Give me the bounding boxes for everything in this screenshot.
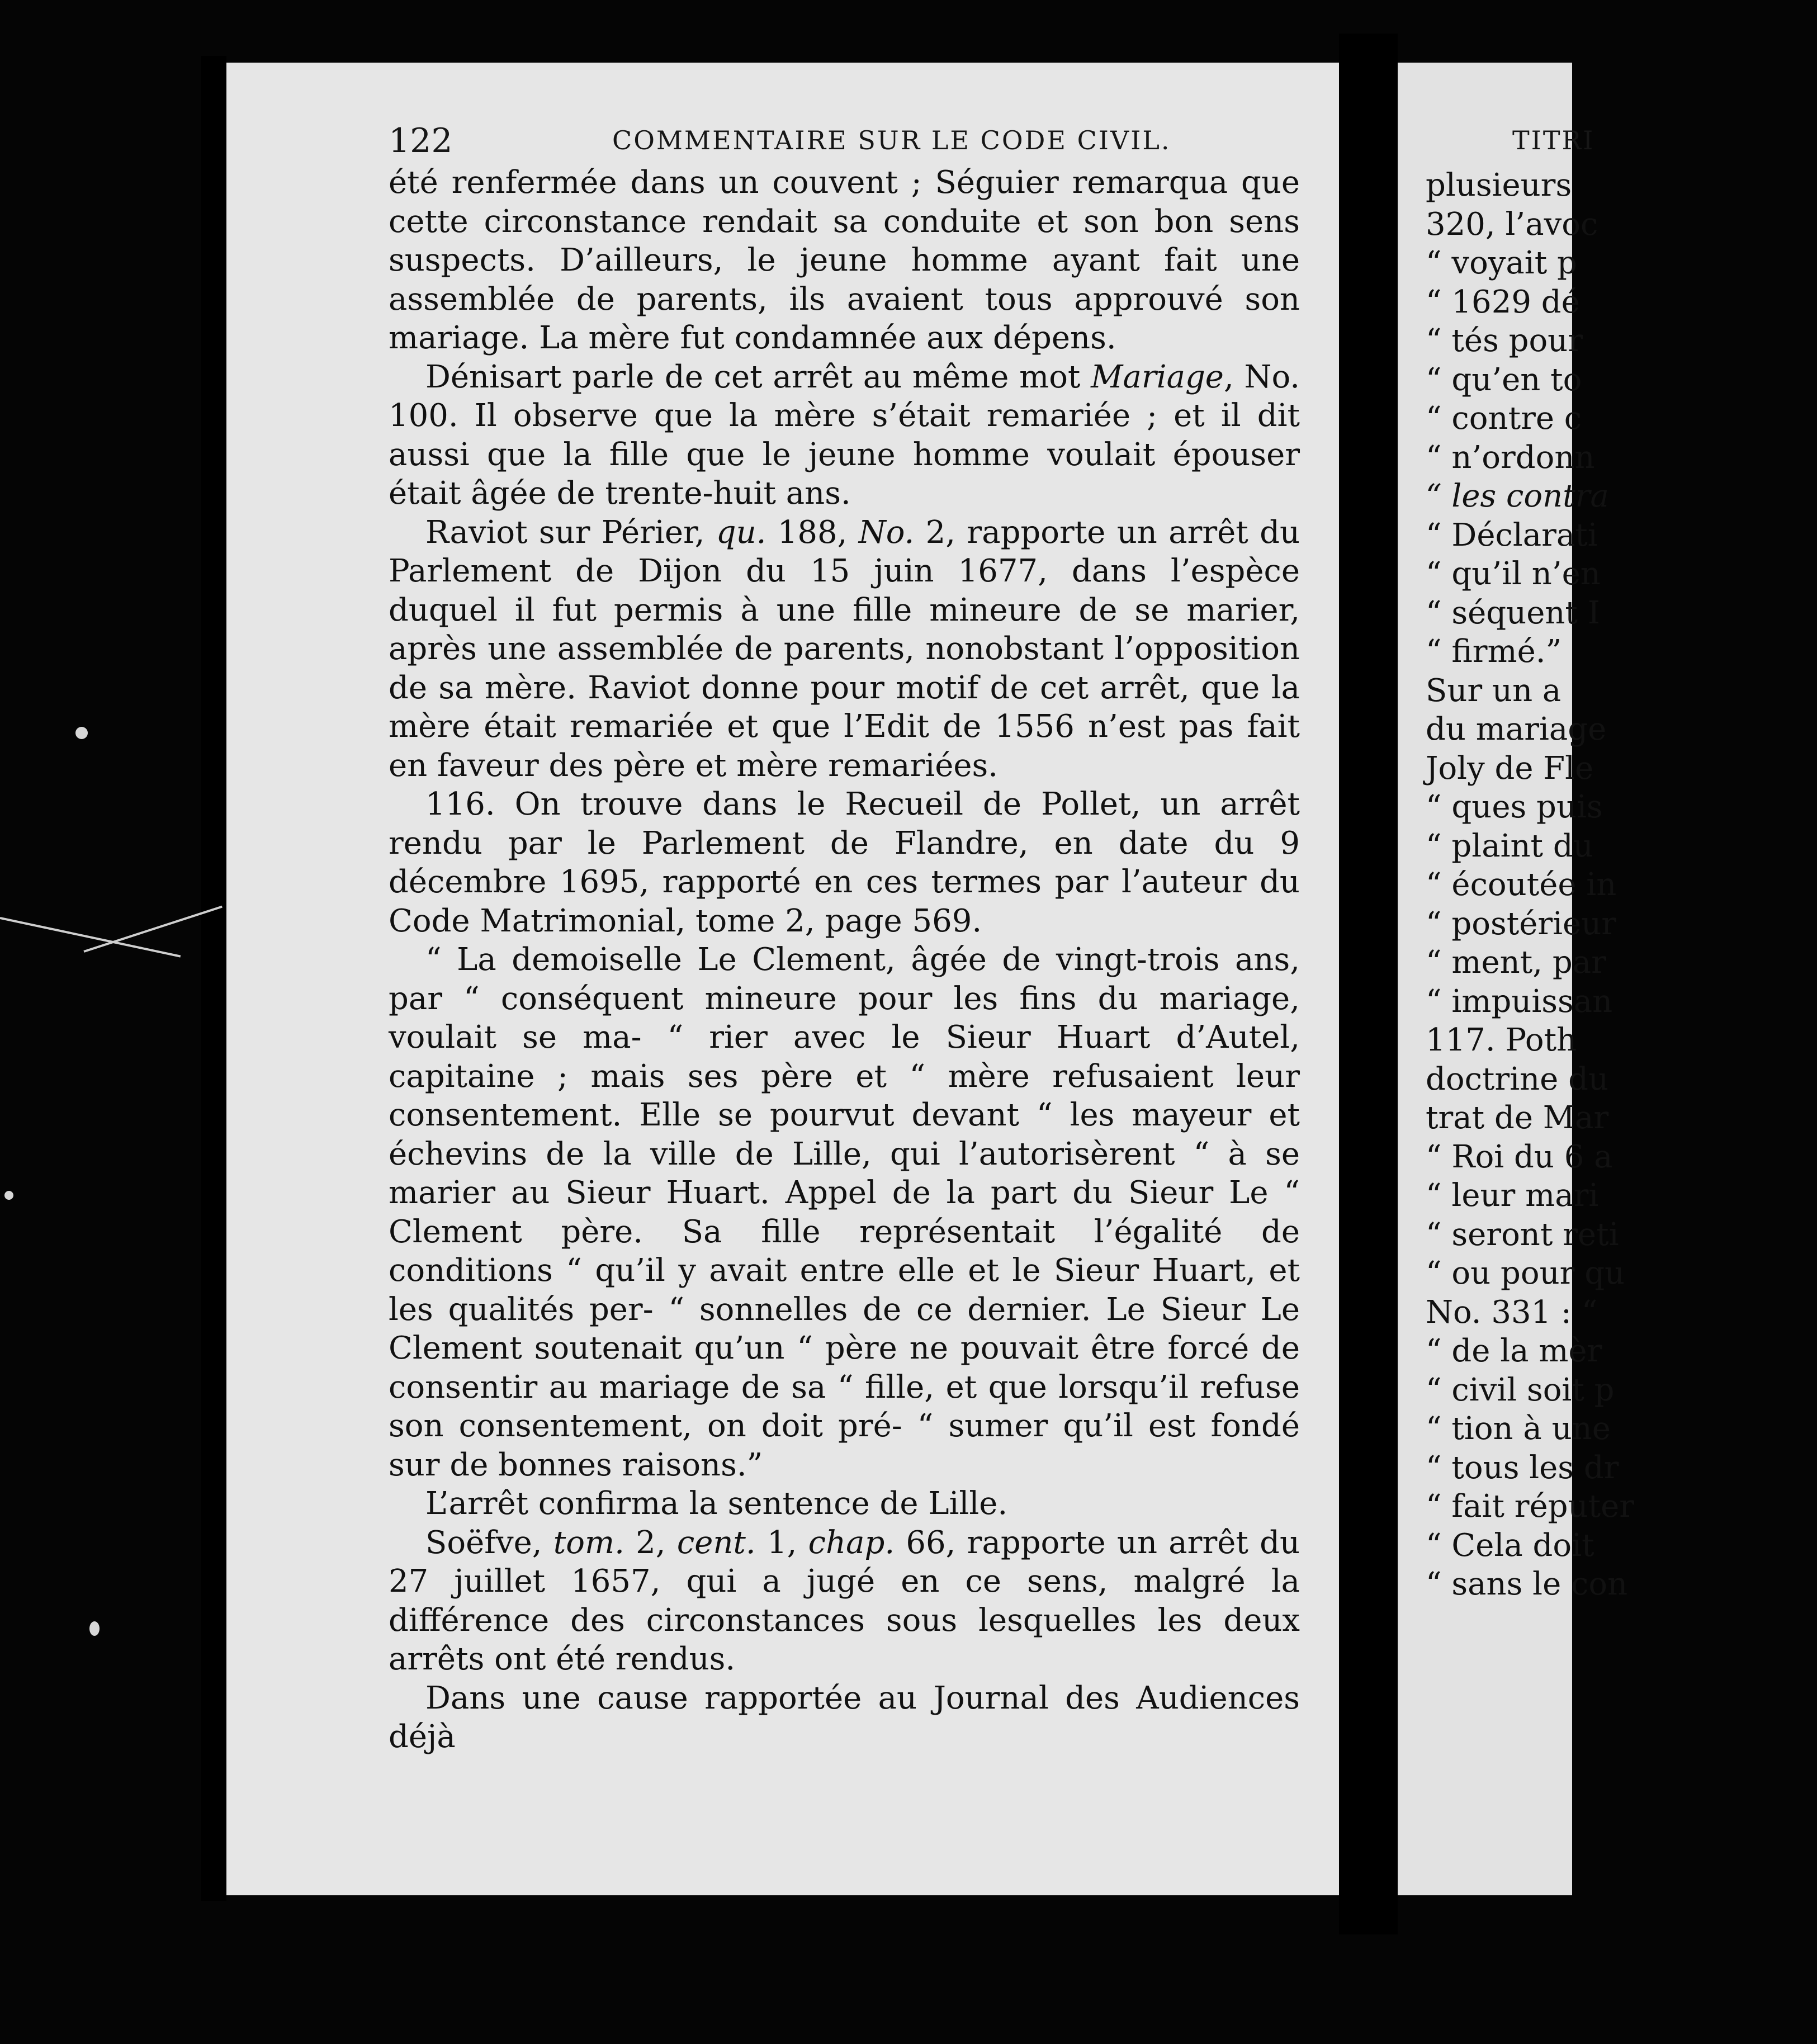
text-line: “ civil soit p — [1426, 1371, 1615, 1408]
left-binding-edge — [201, 56, 226, 1901]
page-body — [1426, 166, 1817, 1604]
running-title: TITRI — [1512, 125, 1595, 155]
text-line: “ firmé.” — [1426, 633, 1562, 670]
text-line: plusieurs — [1426, 167, 1572, 204]
text-line: “ ques puis — [1426, 789, 1603, 825]
text-line: “ tion à une — [1426, 1411, 1611, 1447]
text-line: “ fait réputer — [1426, 1488, 1634, 1525]
center-gutter — [1339, 34, 1398, 1934]
dust-speck — [75, 727, 88, 739]
text-line: “ ment, par — [1426, 944, 1606, 981]
text-line: du mariage — [1426, 711, 1607, 747]
text-line: “ contre c — [1426, 400, 1582, 437]
text-line: “ écoutée in — [1426, 867, 1617, 903]
text-line: trat de Mar — [1426, 1100, 1609, 1136]
paragraph: Soëfve, tom. 2, cent. 1, chap. 66, rapporte un arrêt du 27 juillet 1657, qui a jugé en ce sens, malgré la différence des circonstances sous lesquelles les deux arrêts ont été rendus. — [389, 1524, 1300, 1677]
paragraph: été renfermée dans un couvent ; Séguier remarqua que cette circonstance rendait sa conduite et son bon sens suspects. D’ailleurs, le jeune homme ayant fait une assemblée de parents, ils avaient tous approuvé son mariage. La mère fut condamnée aux dépens. — [389, 164, 1300, 356]
text-line: 117. Poth — [1426, 1022, 1577, 1058]
text-line: “ Cela doit — [1426, 1527, 1594, 1564]
page-number: 122 — [389, 121, 453, 160]
running-title: COMMENTAIRE SUR LE CODE CIVIL. — [612, 125, 1171, 155]
text-line: “ 1629 dé — [1426, 283, 1580, 320]
text-line: “ n’ordonn — [1426, 439, 1595, 476]
text-line: “ plaint du — [1426, 827, 1593, 864]
text-line: Joly de Fle — [1426, 750, 1594, 787]
text-line: “ ou pour qu — [1426, 1255, 1625, 1291]
text-line: “ sans le con — [1426, 1566, 1628, 1602]
text-line: “ voyait p — [1426, 245, 1577, 281]
dust-speck — [4, 1191, 13, 1200]
text-line: “ impuissan — [1426, 983, 1613, 1020]
text-line: “ Roi du 6 a — [1426, 1138, 1613, 1175]
quoted-paragraph: “ La demoiselle Le Clement, âgée de vingt-trois ans, par “ conséquent mineure pour les fins du mariage, voulait se ma- “ rier avec le Sieur Huart d’Autel, capitaine ; mais ses père et “ mère refusaient leur consentement. Elle se pourvut devant “ les mayeur et échevins de la ville de Lille, qui l’autorisèrent “ à se marier au Sieur Huart. Appel de la part du Sieur Le “ Clement père. Sa fille représentait l’égalité de conditions “ qu’il y avait entre elle et le Sieur Huart, et les qualités per- “ sonnelles de ce dernier. Le Sieur Le Clement soutenait qu’un “ père ne pouvait être forcé de consentir au mariage de sa “ fille, et que lorsqu’il refuse son consentement, on doit pré- “ sumer qu’il est fondé sur de bonnes raisons.” — [389, 941, 1300, 1483]
text-line: “ postérieur — [1426, 905, 1617, 942]
text-line: “ séquent I — [1426, 594, 1600, 631]
left-page — [226, 63, 1339, 1895]
paragraph: 116. On trouve dans le Recueil de Pollet, un arrêt rendu par le Parlement de Flandre, en date du 9 décembre 1695, rapporté en ces termes par l’auteur du Code Matrimonial, tome 2, page 569. — [389, 786, 1300, 939]
text-line: Sur un a — [1426, 672, 1562, 709]
text-line: “ tés pour — [1426, 323, 1583, 359]
text-line: “ seront reti — [1426, 1216, 1619, 1253]
text-line: doctrine du — [1426, 1061, 1609, 1097]
text-line: 320, l’avoc — [1426, 206, 1598, 243]
dust-fiber — [0, 917, 181, 958]
dust-speck — [89, 1621, 100, 1636]
text-line: “ les contra — [1426, 478, 1609, 514]
right-page — [1398, 63, 1634, 1895]
text-line: “ de la mèr — [1426, 1333, 1602, 1369]
text-line: “ leur mari — [1426, 1177, 1599, 1214]
paragraph: Dénisart parle de cet arrêt au même mot Mariage, No. 100. Il observe que la mère s’était remariée ; et il dit aussi que la fille que le jeune homme voulait épouser était âgée de trente-huit ans. — [389, 358, 1300, 512]
paragraph: L’arrêt confirma la sentence de Lille. — [425, 1485, 1008, 1522]
text-line: “ tous les dr — [1426, 1449, 1619, 1486]
text-line: “ Déclarati — [1426, 517, 1598, 553]
text-line: No. 331 : “ — [1426, 1294, 1598, 1331]
paragraph: Dans une cause rapportée au Journal des Audiences déjà — [389, 1679, 1300, 1755]
text-line: “ qu’il n’en — [1426, 556, 1601, 592]
paragraph: Raviot sur Périer, qu. 188, No. 2, rapporte un arrêt du Parlement de Dijon du 15 juin 1677, dans l’espèce duquel il fut permis à une fille mineure de se marier, après une assemblée de parents, nonobstant l’opposition de sa mère. Raviot donne pour motif de cet arrêt, que la mère était remariée et que l’Edit de 1556 n’est pas fait en faveur des père et mère remariées. — [389, 514, 1300, 784]
text-line: “ qu’en to — [1426, 361, 1582, 398]
page-body — [389, 163, 1300, 1757]
